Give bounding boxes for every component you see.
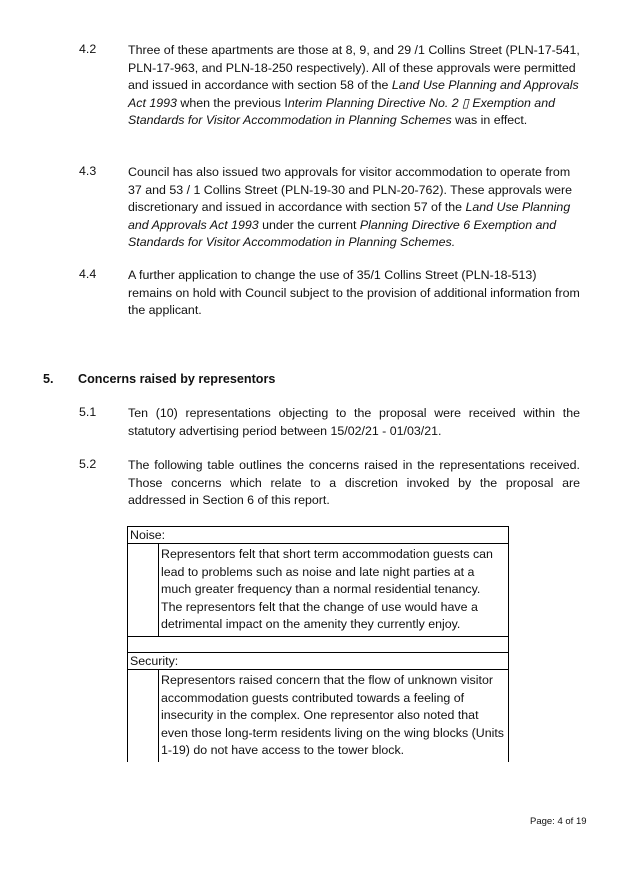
- concerns-table: [127, 526, 509, 762]
- text-run-italic: Land Use Planning and Approvals Act 1993: [128, 200, 571, 232]
- text-run-italic: Land Use Planning and Approvals Act 1993: [128, 78, 579, 110]
- text-run: when the previous I: [176, 95, 288, 110]
- paragraph-text: [128, 164, 580, 252]
- text-run-italic: nterim Planning Directive No. 2 ▯ Exemption and Standards for Visitor Accommodation in Planning Schemes: [128, 95, 555, 128]
- paragraph-number: 4.3: [79, 164, 97, 178]
- section-title: Concerns raised by representors: [78, 372, 276, 386]
- section-number: 5.: [43, 372, 54, 386]
- text-run: under the current: [258, 217, 360, 232]
- paragraph-number: 4.4: [79, 267, 97, 281]
- paragraph-number: 4.2: [79, 42, 97, 56]
- paragraph-text: [128, 267, 580, 320]
- text-run-italic: Planning Directive 6 Exemption and Standards for Visitor Accommodation in Planning Schemes.: [128, 217, 557, 250]
- table-heading-noise: Noise:: [127, 526, 509, 543]
- table-heading-security: Security:: [127, 652, 509, 669]
- text-run: Three of these apartments are those at 8, 9, and 29 /1 Collins Street (PLN-17-541, PLN-17-963, and PLN-18-250 respectively). All of these approvals were permitted and issued in accordance with section 58 of the: [128, 43, 580, 93]
- text-run: was in effect.: [451, 113, 528, 128]
- paragraph-number: 5.1: [79, 405, 97, 419]
- table-row-security: [127, 669, 509, 762]
- table-spacer-row: [127, 636, 509, 652]
- paragraph-text: The following table outlines the concerns raised in the representations received. Those concerns which relate to a discretion invoked by the proposal are addressed in Section 6 of this report.: [128, 458, 580, 508]
- text-run: Council has also issued two approvals for visitor accommodation to operate from 37 and 53 / 1 Collins Street (PLN-19-30 and PLN-20-762). These approvals were discretionary and issued in accordance with section 57 of the: [128, 165, 573, 215]
- table-cell-security: Representors raised concern that the flow of unknown visitor accommodation guests contributed towards a feeling of insecurity in the complex. One representor also noted that even those long-term residents living on the wing blocks (Units 1-19) do not have access to the tower block.: [158, 670, 508, 762]
- paragraph-text: [128, 42, 580, 130]
- table-cell-noise: Representors felt that short term accommodation guests can lead to problems such as noise and late night parties at a much greater frequency than a normal residential tenancy. The representors felt that the change of use would have a detrimental impact on the amenity they currently enjoy.: [158, 544, 508, 636]
- text-run: A further application to change the use of 35/1 Collins Street (PLN-18-513) remains on hold with Council subject to the provision of additional information from the applicant.: [128, 268, 580, 318]
- page-number: Page: 4 of 19: [530, 816, 587, 827]
- paragraph-text: Ten (10) representations objecting to the proposal were received within the statutory advertising period between 15/02/21 - 01/03/21.: [128, 406, 580, 438]
- paragraph-number: 5.2: [79, 457, 97, 471]
- table-row-noise: [127, 543, 509, 636]
